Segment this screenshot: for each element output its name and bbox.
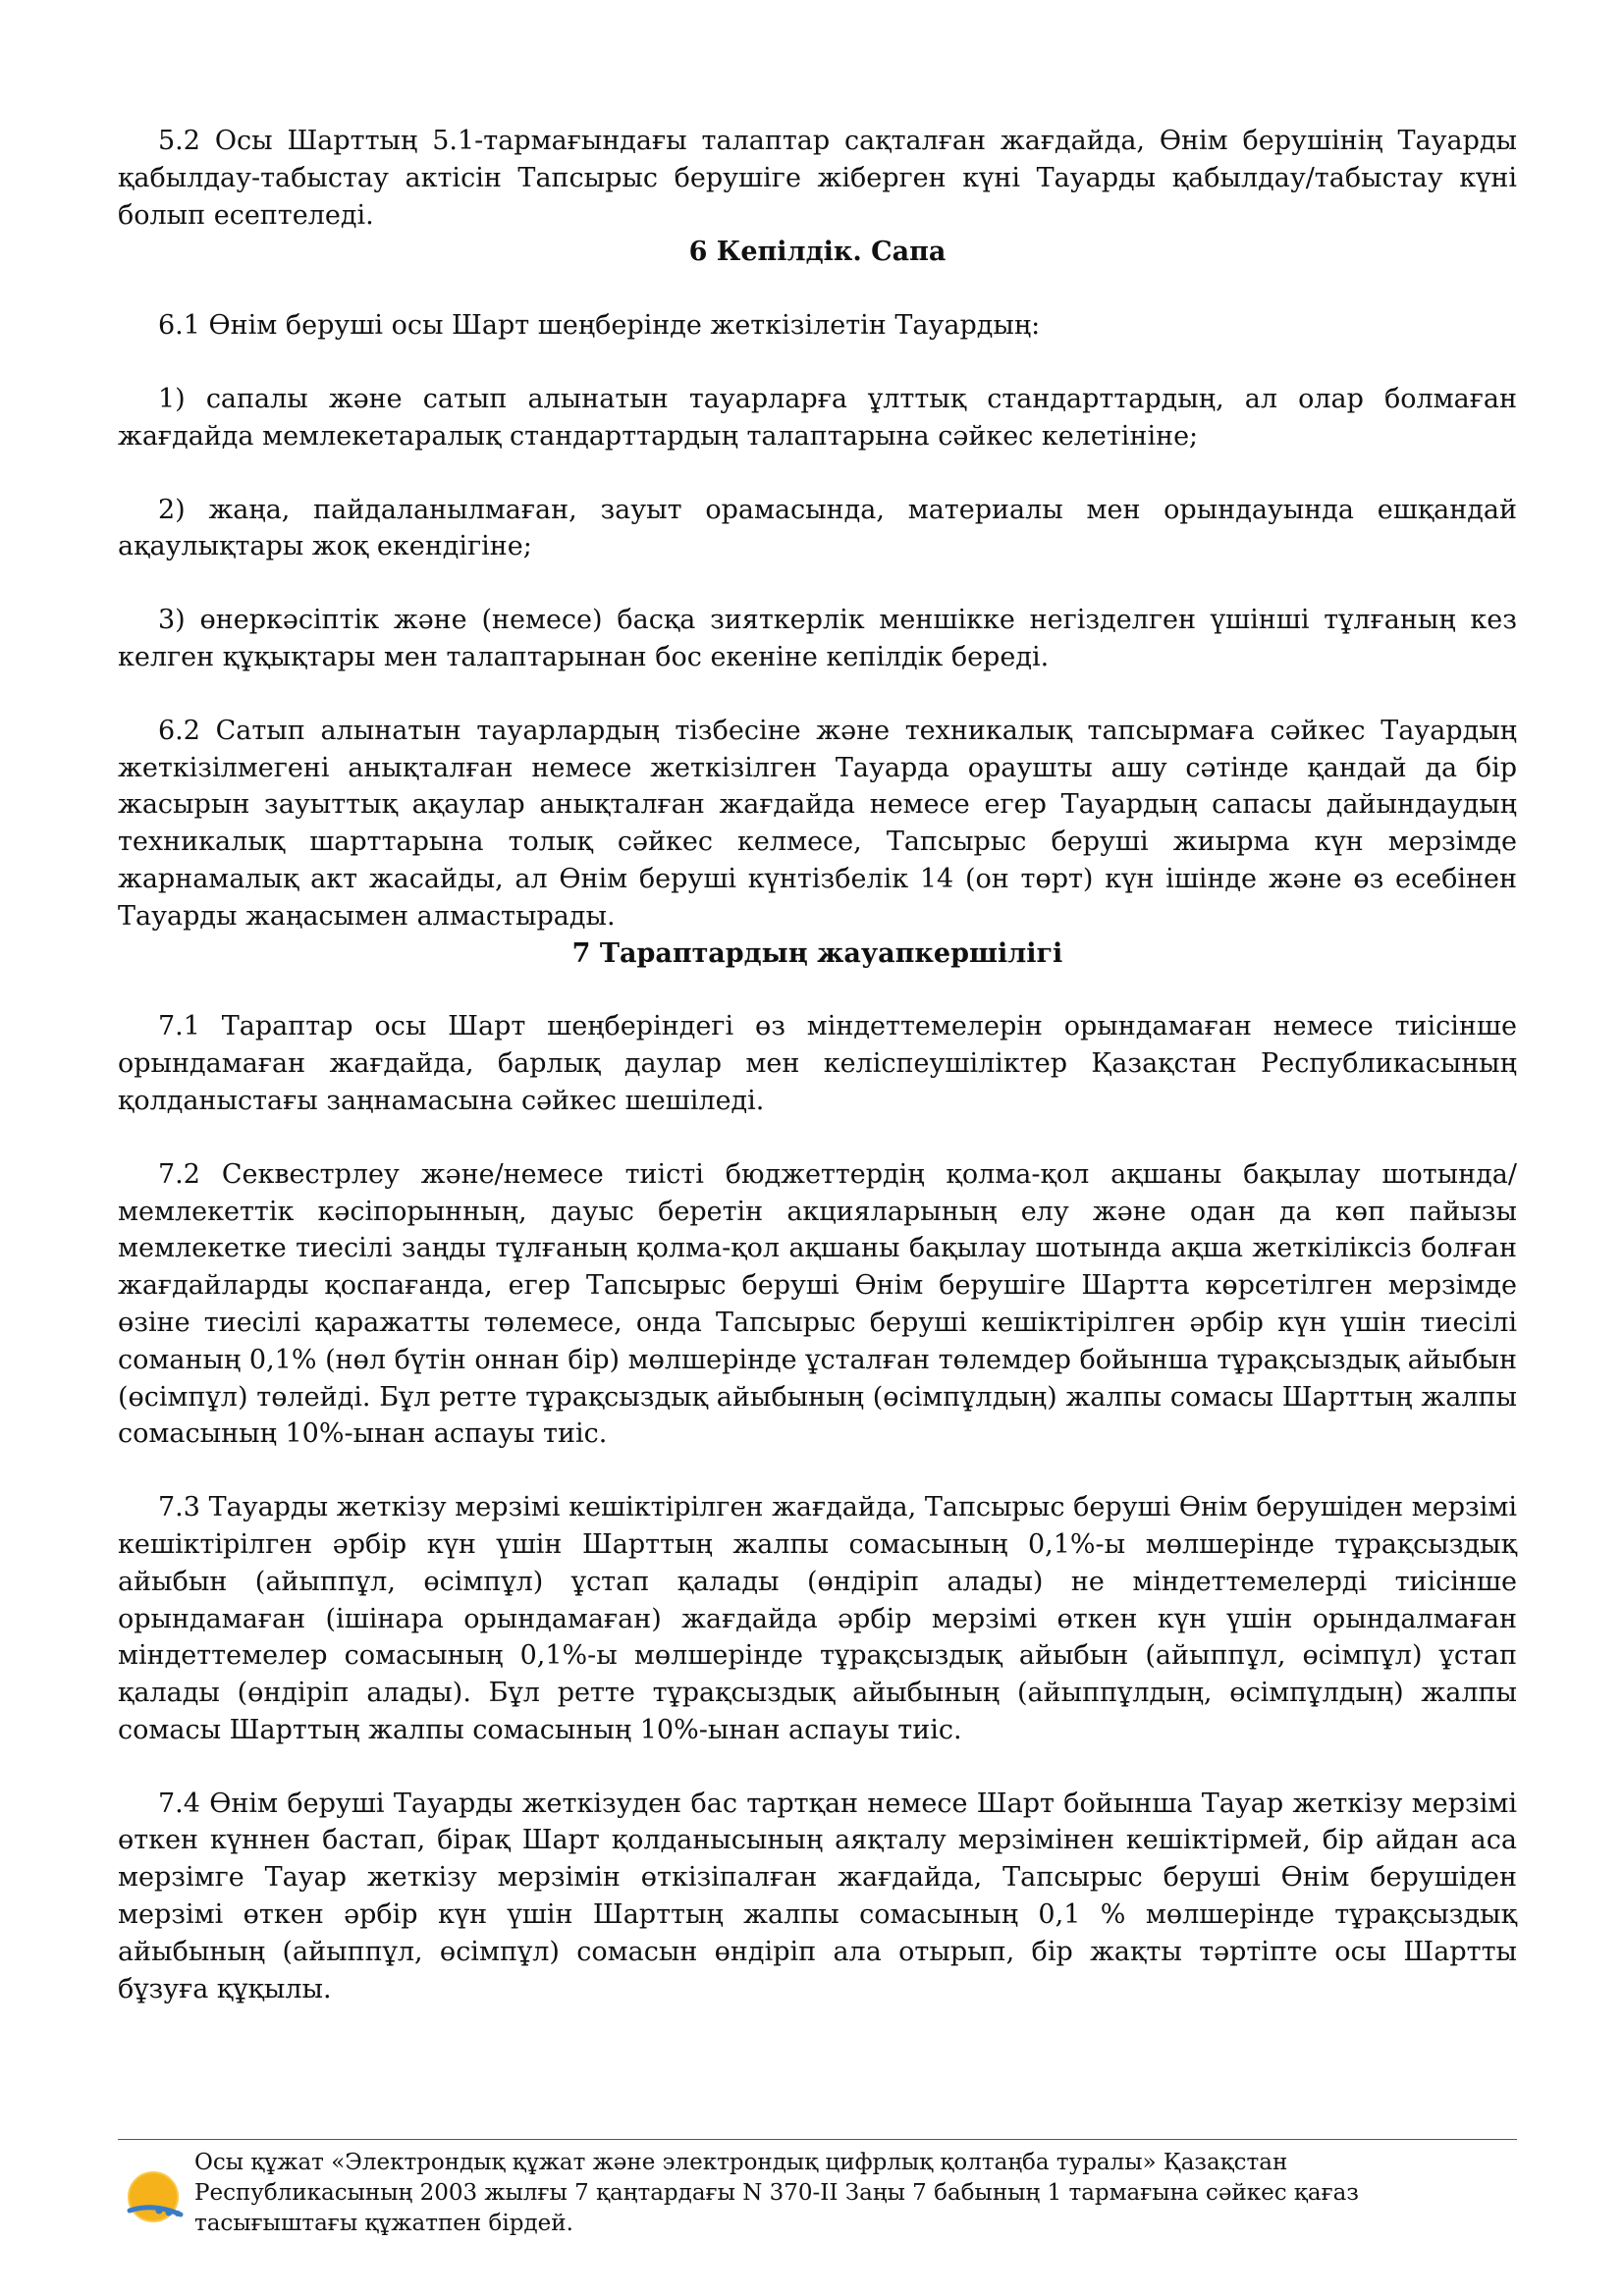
paragraph-7-2: 7.2 Секвестрлеу және/немесе тиісті бюджеттердің қолма-қол ақшаны бақылау шотында/мемлекеттік кәсіпорынның, дауыс беретін акцияларының елу және одан да көп пайызы мемлекетке тиесілі заңды тұлғаның қолма-қол ақшаны бақылау шотында ақша жеткіліксіз болған жағдайларды қоспағанда, егер Тапсырыс беруші Өнім берушіге Шартта көрсетілген мерзімде өзіне тиесілі қаражатты төлемесе, онда Тапсырыс беруші кешіктірілген әрбір күн үшін тиесілі соманың 0,1% (нөл бүтін оннан бір) мөлшерінде ұсталған төлемдер бойынша тұрақсыздық айыбын (өсімпұл) төлейді. Бұл ретте тұрақсыздық айыбының (өсімпұлдың) жалпы сомасы Шарттың жалпы сомасының 10%-ынан аспауы тиіс. [118, 1158, 1517, 1450]
paragraph-7-1: 7.1 Тараптар осы Шарт шеңберіндегі өз міндеттемелерін орындамаған немесе тиісінше орындамаған жағдайда, барлық даулар мен келіспеушіліктер Қазақстан Республикасының қолданыстағы заңнамасына сәйкес шешіледі. [118, 1011, 1517, 1116]
paragraph-6-1: 6.1 Өнім беруші осы Шарт шеңберінде жеткізілетін Тауардың: [158, 310, 1041, 342]
section-heading-6: 6 Кепілдік. Сапа [688, 237, 947, 268]
egov-sun-logo-svg [124, 2165, 187, 2228]
section-heading-7: 7 Тараптардың жауапкершілігі [571, 937, 1063, 969]
footer-legal-notice [194, 2148, 1471, 2239]
logo-dot-2 [166, 2210, 173, 2216]
egov-sun-logo-icon [124, 2165, 187, 2228]
document-body [118, 123, 1517, 2007]
paragraph-7-3: 7.3 Тауарды жеткізу мерзімі кешіктірілген жағдайда, Тапсырыс беруші Өнім берушіден мерзімі кешіктірілген әрбір күн үшін Шарттың жалпы сомасының 0,1%-ы мөлшерінде тұрақсыздық айыбын (айыппұл, өсімпұл) ұстап қалады (өндіріп алады) не міндеттемелерді тиісінше орындамаған (ішінара орындамаған) жағдайда әрбір мерзімі өткен күн үшін орындалмаған міндеттемелер сомасының 0,1%-ы мөлшерінде тұрақсыздық айыбын (айыппұл, өсімпұл) ұстап қалады (өндіріп алады). Бұл ретте тұрақсыздық айыбының (айыппұлдың, өсімпұлдың) жалпы сомасы Шарттың жалпы сомасының 10%-ынан аспауы тиіс. [118, 1492, 1517, 1745]
paragraph-6-1-item-3: 3) өнеркәсіптік және (немесе) басқа зияткерлік меншікке негізделген үшінші тұлғаның кез келген құқықтары мен талаптарынан бос екеніне кепілдік береді. [118, 605, 1517, 672]
paragraph-6-1-item-1: 1) сапалы және сатып алынатын тауарларға ұлттық стандарттардың, ал олар болмаған жағдайда мемлекетаралық стандарттардың талаптарына сәйкес келетініне; [118, 383, 1517, 452]
paragraph-6-1-item-2: 2) жаңа, пайдаланылмаған, зауыт орамасында, материалы мен орындауында ешқандай ақаулықтары жоқ екендігіне; [118, 494, 1517, 562]
paragraph-5-2: 5.2 Осы Шарттың 5.1-тармағындағы талаптар сақталған жағдайда, Өнім берушінің Тауарды қабылдау-табыстау актісін Тапсырыс берушіге жіберген күні Тауарды қабылдау/табыстау күні болып есептеледі. [118, 126, 1517, 231]
paragraph-7-4: 7.4 Өнім беруші Тауарды жеткізуден бас тартқан немесе Шарт бойынша Тауар жеткізу мерзімі өткен күннен бастап, бірақ Шарт қолданысының аяқталу мерзімінен кешіктірмей, бір айдан аса мерзімге Тауар жеткізу мерзімін өткізіпалған жағдайда, Тапсырыс беруші Өнім берушіден мерзімі өткен әрбір күн үшін Шарттың жалпы сомасының 0,1 % мөлшерінде тұрақсыздық айыбының (айыппұл, өсімпұл) сомасын өндіріп ала отырып, бір жақты тәртіпте осы Шартты бұзуға құқылы. [118, 1788, 1517, 2004]
footer-line-2: Республикасының 2003 жылғы 7 қаңтардағы N 370-II Заңы 7 бабының 1 тармағына сәйкес қағаз [194, 2180, 1359, 2206]
logo-dot-1 [156, 2208, 163, 2215]
footer-line-1: Осы құжат «Электрондық құжат және электрондық цифрлық қолтаңба туралы» Қазақстан [194, 2150, 1288, 2175]
footer-line-3: тасығыштағы құжатпен бірдей. [194, 2211, 573, 2236]
footer-divider [118, 2139, 1517, 2140]
logo-dot-3 [175, 2211, 181, 2216]
paragraph-6-2: 6.2 Сатып алынатын тауарлардың тізбесіне және техникалық тапсырмаға сәйкес Тауардың жеткізілмегені анықталған немесе жеткізілген Тауарда ораушты ашу сәтінде қандай да бір жасырын зауыттық ақаулар анықталған жағдайда немесе егер Тауардың сапасы дайындаудың техникалық шарттарына толық сәйкес келмесе, Тапсырыс беруші жиырма күн мерзімде жарнамалық акт жасайды, ал Өнім беруші күнтізбелік 14 (он төрт) күн ішінде және өз есебінен Тауарды жаңасымен алмастырады. [118, 715, 1517, 932]
